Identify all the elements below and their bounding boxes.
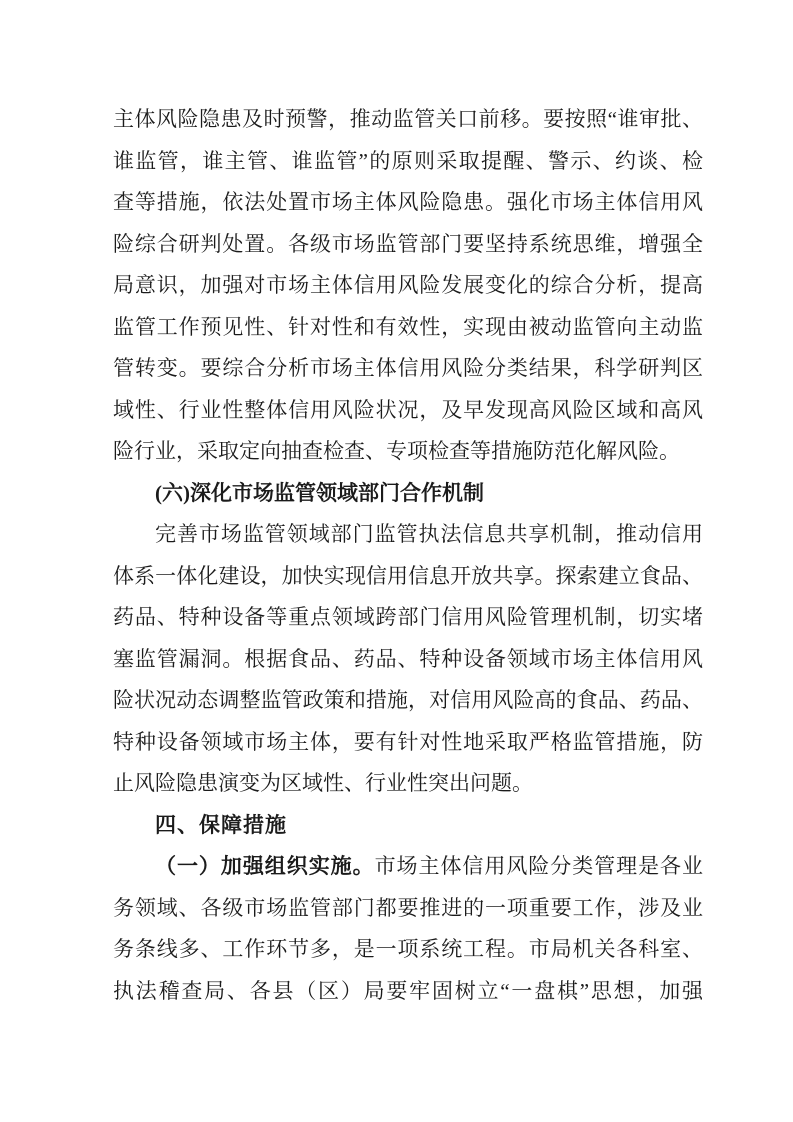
body-line: [113, 224, 703, 266]
text-run: 药品、特种设备等重点领域跨部门信用风险管理机制，切实堵: [113, 605, 703, 629]
body-line-paragraph-start: [113, 846, 703, 888]
text-run: 查等措施，依法处置市场主体风险隐患。强化市场主体信用风: [113, 190, 703, 214]
body-line: [113, 182, 703, 224]
text-run: 四、保障措施: [155, 813, 287, 837]
body-line: [113, 680, 703, 722]
body-line: [113, 141, 703, 183]
body-line: [113, 639, 703, 681]
text-run: 域性、行业性整体信用风险状况，及早发现高风险区域和高风: [113, 397, 703, 422]
body-line: [113, 722, 703, 764]
body-line-page-end: [113, 971, 703, 1013]
bold-text-run: （一）加强组织实施。: [155, 854, 375, 878]
text-run: 止风险隐患演变为区域性、行业性突出问题。: [113, 771, 533, 795]
body-line: [113, 929, 703, 971]
text-run: 监管工作预见性、针对性和有效性，实现由被动监管向主动监: [113, 314, 703, 339]
body-line: [113, 888, 703, 930]
text-run: 务条线多、工作环节多，是一项系统工程。市局机关各科室、: [113, 937, 703, 961]
text-run: 管转变。要综合分析市场主体信用风险分类结果，科学研判区: [113, 356, 703, 380]
body-line: [113, 265, 703, 307]
text-run: 特种设备领域市场主体，要有针对性地采取严格监管措施，防: [113, 729, 703, 754]
body-line-paragraph-end: [113, 431, 703, 473]
section-heading-four: [113, 805, 703, 847]
text-run: 主体风险隐患及时预警，推动监管关口前移。要按照“谁审批、: [113, 107, 703, 131]
text-run: 险状况动态调整监管政策和措施，对信用风险高的食品、药品、: [113, 688, 703, 712]
document-text-block: [113, 99, 703, 1012]
text-run: 市场主体信用风险分类管理是各业: [374, 854, 703, 878]
text-run: 体系一体化建设，加快实现信用信息开放共享。探索建立食品、: [113, 563, 703, 588]
text-run: 险综合研判处置。各级市场监管部门要坚持系统思维，增强全: [113, 231, 703, 256]
text-run: 塞监管漏洞。根据食品、药品、特种设备领域市场主体信用风: [113, 646, 703, 671]
text-run: 务领域、各级市场监管部门都要推进的一项重要工作，涉及业: [113, 895, 703, 920]
body-line: [113, 99, 703, 141]
body-line: [113, 597, 703, 639]
text-run: 执法稽查局、各县（区）局要牢固树立“一盘棋”思想，加强: [113, 978, 703, 1003]
body-line: [113, 307, 703, 349]
body-line-paragraph-end: [113, 763, 703, 805]
text-run: 险行业，采取定向抽查检查、专项检查等措施防范化解风险。: [113, 439, 680, 463]
body-line: [113, 390, 703, 432]
text-run: 完善市场监管领域部门监管执法信息共享机制，推动信用: [155, 522, 703, 546]
text-run: 局意识，加强对市场主体信用风险发展变化的综合分析，提高: [113, 273, 703, 297]
section-heading-six: [113, 473, 703, 515]
body-line-paragraph-start: [113, 514, 703, 556]
body-line: [113, 348, 703, 390]
text-run: (六)深化市场监管领域部门合作机制: [155, 480, 484, 505]
body-line: [113, 556, 703, 598]
text-run: 谁监管，谁主管、谁监管”的原则采取提醒、警示、约谈、检: [113, 148, 703, 173]
